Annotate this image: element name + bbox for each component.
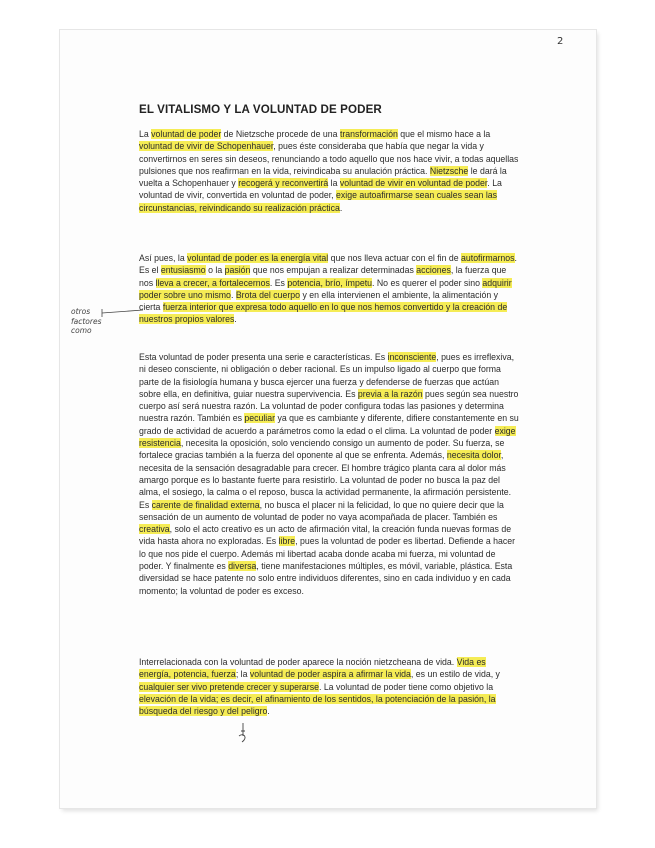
text-run: . [234,314,237,325]
highlighted-text: recogerá y reconvertirá [238,178,329,189]
highlighted-text: pasión [224,265,251,276]
highlighted-text: fuerza interior que expresa todo aquello en lo que nos hemos convertido y la creación de nuestros propios valores [139,302,508,325]
text-run: . La voluntad de vivir, convertida en voluntad de poder, [139,178,502,201]
paragraph-3 [139,351,519,597]
text-run: ; la [235,669,250,680]
highlighted-text: elevación de la vida; es decir, el afinamiento de los sentidos, la potenciación de la pasión, la búsqueda del riesgo y del peligro [139,693,496,717]
text-run: y en ella intervienen el ambiente, la alimentación y cierta [139,289,498,313]
paragraph-2 [139,252,519,326]
highlighted-text: libre [278,536,296,547]
text-run: , pues es irreflexiva, ni deseo consciente, ni obligación o deber racional. Es un impulso ligado al cuerpo que forma parte de la fisiología humana y busca ejercer una fuerza y defenderse de fuerzas que actúan sobre ella, en definitiva, guiar nuestra supervivencia. Es [139,352,515,399]
paragraph-4 [139,656,519,717]
text-run: , necesita la oposición, solo venciendo consigo un aumento de poder. Su fuerza, se fortalece gracias también a la fuerza del oponente al que se enfrenta. Además, [139,438,505,461]
text-run: ya que es cambiante y diferente, difiere constantemente en su grado de actividad de acuerdo a parámetros como la edad o el clima. La voluntad de poder [139,413,519,436]
highlighted-text: exige resistencia [139,425,516,449]
highlighted-text: creativa [139,524,170,535]
handwritten-scribble-icon [236,722,250,746]
text-run: . No es querer el poder sino [372,277,483,288]
highlighted-text: peculiar [244,413,276,424]
margin-note-line: factores [71,316,102,326]
text-run: , pues éste consideraba que había que negar la vida y convertirnos en seres sin deseos, renunciando a todo aquello que nos hace vivir, a todas aquellas pulsiones que nos reafirman en la vida, reivindicaba su anulación práctica. [139,141,519,176]
text-run: , solo el acto creativo es un acto de afirmación vital, la creación funda nuevas formas de vida hasta ahora no exploradas. Es [139,524,512,547]
paragraph-1 [139,128,519,214]
highlighted-text: voluntad de vivir en voluntad de poder [339,178,488,189]
text-run: . [267,706,270,717]
document-title: EL VITALISMO Y LA VOLUNTAD DE PODER [139,103,382,116]
text-run: que el mismo hace a la [397,129,491,139]
text-run: pues según sea nuestro cuerpo así será nuestra razón. La voluntad de poder configura todas las pasiones y determina nuestra razón. También es [139,388,519,424]
highlighted-text: Vida es energía, potencia, fuerza [139,657,486,680]
highlighted-text: inconsciente [387,352,437,362]
text-run: Interrelacionada con la voluntad de poder aparece la noción nietzcheana de vida. [139,657,457,667]
text-run: , es un estilo de vida, y [410,669,500,680]
highlighted-text: voluntad de vivir de Schopenhauer [139,141,274,152]
text-run: . Es [269,277,288,288]
highlighted-text: exige autoafirmarse sean cuales sean las circunstancias, reivindicando su realización práctica [139,190,498,213]
highlighted-text: diversa [228,561,257,572]
highlighted-text: lleva a crecer, a fortalecernos [155,277,270,288]
highlighted-text: autofirmarnos [461,253,515,263]
margin-arrow-icon [101,308,146,318]
text-run: Esta voluntad de poder presenta una serie e características. Es [139,352,388,362]
text-run: . Es el [139,253,517,276]
highlighted-text: carente de finalidad externa [151,499,260,510]
text-run: . [230,289,236,300]
highlighted-text: adquirir poder sobre uno mismo [139,277,512,300]
highlighted-text: entusiasmo [160,265,206,276]
highlighted-text: voluntad de poder es la energía vital [187,253,329,263]
text-run: o la [205,265,225,276]
text-run: que nos empujan a realizar determinadas [250,265,417,276]
highlighted-text: Nietzsche [429,165,469,176]
highlighted-text: voluntad de poder aspira a afirmar la vida [249,669,411,680]
text-run: , no busca el placer ni la felicidad, lo que no quiere decir que la sensación de un aumento de voluntad de poder no vaya acompañada de placer. También es [139,499,504,522]
page-number: 2 [557,36,564,47]
highlighted-text: transformación [339,129,398,139]
text-run: La [139,129,152,139]
text-run: , necesita de la sensación desagradable para crecer. El hombre trágico planta cara al dolor más amargo porque es lo bastante fuerte para resistirlo. La voluntad de poder no busca la paz del alma, el sosiego, la calma o el reposo, busca la actividad permanente, la afirmación persistente. Es [139,450,512,510]
margin-note-line: como [71,326,92,335]
highlighted-text: Brota del cuerpo [235,289,301,300]
highlighted-text: previa a la razón [357,388,423,399]
margin-note-line: otros [71,307,91,316]
highlighted-text: necesita dolor [446,450,501,461]
text-run: le dará la vuelta a Schopenhauer y [139,165,507,189]
text-run: , la fuerza que nos [139,265,507,288]
text-run: que nos lleva actuar con el fin de [328,253,462,263]
text-run: la [328,178,340,189]
text-run: , pues la voluntad de poder es libertad. Defiende a hacer lo que nos pide el cuerpo. Además mi libertad acaba donde acaba mi fuerza, mi voluntad de poder. Y finalmente es [139,536,516,572]
text-run: de Nietzsche procede de una [221,129,340,139]
highlighted-text: voluntad de poder [151,129,222,139]
text-run: . La voluntad de poder tiene como objetivo la [318,681,494,692]
text-run: . [339,202,343,213]
highlighted-text: potencia, brío, ímpetu [287,277,372,288]
highlighted-text: acciones [416,265,451,276]
highlighted-text: cualquier ser vivo pretende crecer y superarse [139,681,319,692]
text-run: , tiene manifestaciones múltiples, es móvil, variable, plástica. Esta diversidad se hace patente no solo entre individuos diferentes, sino en cada individuo y en cada momento; la voluntad de poder es exceso. [139,561,513,596]
text-run: Así pues, la [139,253,188,263]
